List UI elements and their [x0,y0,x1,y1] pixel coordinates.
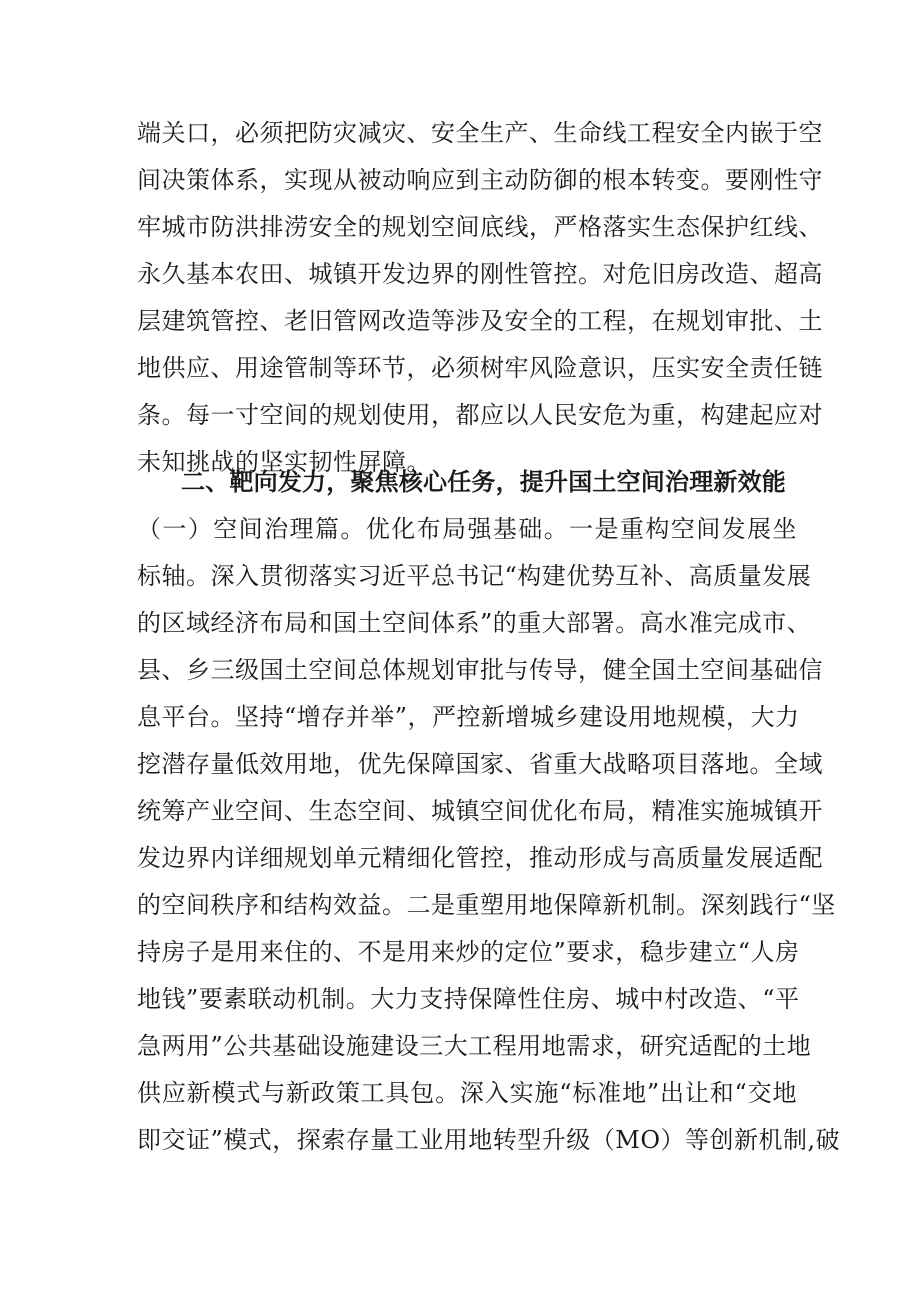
paragraph-safety [137,110,823,486]
text-line: 挖潜存量低效用地，优先保障国家、省重大战略项目落地。全域 [137,750,823,778]
text-line: 息平台。坚持“增存并举”，严控新增城乡建设用地规模，大力 [137,703,800,731]
paragraph-spatial-governance [137,506,841,1164]
text-line: 县、乡三级国土空间总体规划审批与传导，健全国土空间基础信 [137,656,823,684]
text-line: 的区域经济布局和国土空间体系”的重大部署。高水准完成市、 [137,609,812,637]
text-line: 层建筑管控、老旧管网改造等涉及安全的工程，在规划审批、土 [137,307,823,335]
text-line: 急两用”公共基础设施建设三大工程用地需求，研究适配的土地 [137,1032,812,1060]
text-line: （一）空间治理篇。优化布局强基础。一是重构空间发展坐 [137,515,797,543]
section-heading: 二、靶向发力，聚焦核心任务，提升国土空间治理新效能 [181,468,786,496]
text-line: 永久基本农田、城镇开发边界的刚性管控。对危旧房改造、超高 [137,260,823,288]
text-line: 标轴。深入贯彻落实习近平总书记“构建优势互补、高质量发展 [137,562,812,590]
text-line: 的空间秩序和结构效益。二是重塑用地保障新机制。深刻践行“坚 [137,891,836,919]
text-line: 间决策体系，实现从被动响应到主动防御的根本转变。要刚性守 [137,166,823,194]
text-line: 牢城市防洪排涝安全的规划空间底线，严格落实生态保护红线、 [137,213,823,241]
text-line: 端关口，必须把防灾减灾、安全生产、生命线工程安全内嵌于空 [137,119,823,147]
text-line: 条。每一寸空间的规划使用，都应以人民安危为重，构建起应对 [137,401,823,429]
text-line: 持房子是用来住的、不是用来炒的定位”要求，稳步建立“人房 [137,938,800,966]
text-line: 统筹产业空间、生态空间、城镇空间优化布局，精准实施城镇开 [137,797,823,825]
text-line: 未知挑战的坚实韧性屏障。 [137,448,431,476]
text-line: 地供应、用途管制等环节，必须树牢风险意识，压实安全责任链 [137,354,823,382]
text-line: 地钱”要素联动机制。大力支持保障性住房、城中村改造、“平 [137,985,800,1013]
text-line: 发边界内详细规划单元精细化管控，推动形成与高质量发展适配 [137,844,823,872]
text-line: 供应新模式与新政策工具包。深入实施“标准地”出让和“交地 [137,1079,797,1107]
text-line: 即交证”模式，探索存量工业用地转型升级（MO）等创新机制,破 [137,1126,841,1154]
